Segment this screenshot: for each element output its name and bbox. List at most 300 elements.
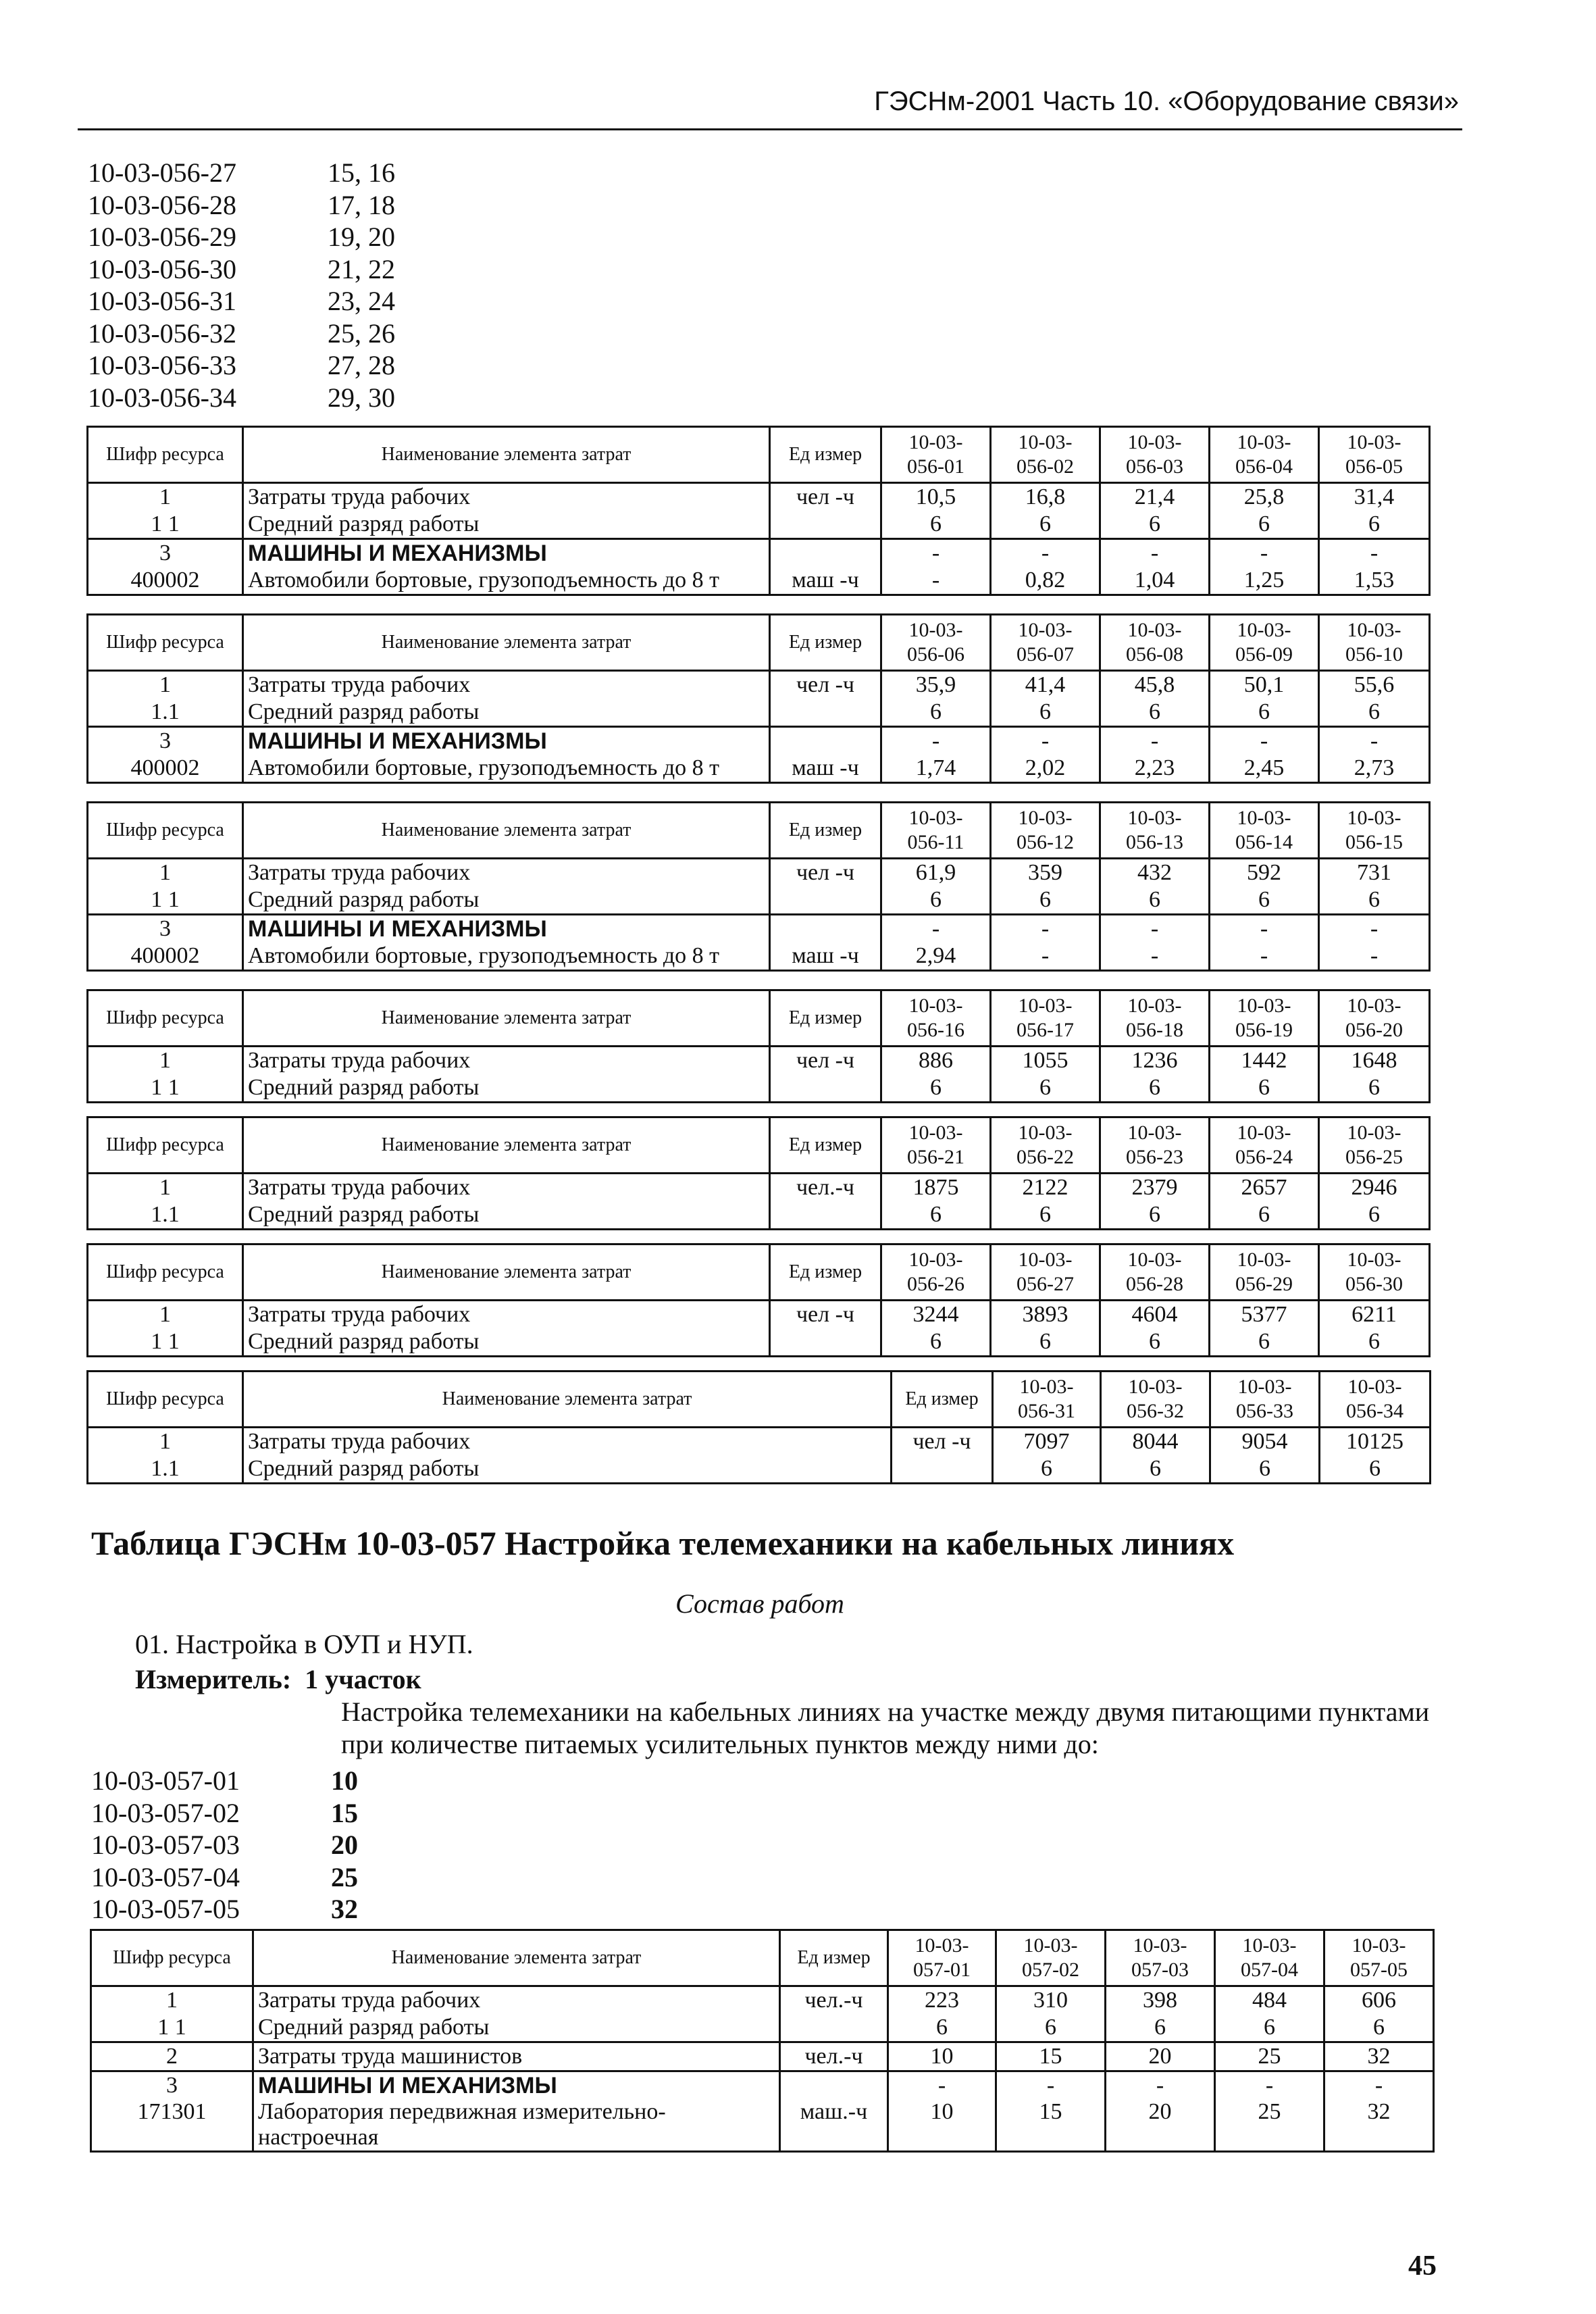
row-unit: чел.-ч — [780, 1986, 888, 2015]
row-value: 6 — [996, 2014, 1106, 2042]
header-norm-code: 10-03- 056-04 — [1210, 427, 1319, 483]
header-norm-code: 10-03- 056-23 — [1100, 1117, 1210, 1174]
header-name: Наименование элемента затрат — [243, 427, 770, 483]
section-title: Таблица ГЭСНм 10-03-057 Настройка телемеханики на кабельных линиях — [91, 1524, 1235, 1562]
row-unit: маш -ч — [770, 755, 881, 783]
row-value: 6 — [888, 2014, 996, 2042]
row-value: 10 — [888, 2099, 996, 2152]
code-list-value: 23, 24 — [328, 286, 395, 316]
row-value: 886 — [881, 1047, 991, 1075]
row-value: - — [1100, 539, 1210, 568]
row-value: 6 — [1319, 1328, 1430, 1357]
row-name: Затраты труда рабочих — [243, 671, 770, 699]
table-row — [88, 1328, 1430, 1357]
running-header: ГЭСНм-2001 Часть 10. «Оборудование связи» — [874, 86, 1459, 116]
code-list-value: 25 — [331, 1861, 358, 1892]
row-value: 1,53 — [1319, 567, 1430, 595]
row-value: 6 — [991, 1201, 1100, 1230]
code-list-code: 10-03-056-27 — [88, 157, 236, 188]
table-row — [88, 942, 1430, 971]
row-unit — [770, 886, 881, 915]
table-row — [88, 915, 1430, 943]
row-value: 25 — [1215, 2099, 1324, 2152]
header-norm-code: 10-03- 056-02 — [991, 427, 1100, 483]
row-value: 32 — [1324, 2042, 1434, 2071]
code-list-value: 27, 28 — [328, 350, 395, 380]
header-cipher: Шифр ресурса — [91, 1930, 253, 1986]
code-list-code: 10-03-056-34 — [88, 382, 236, 413]
row-value: 7097 — [993, 1428, 1101, 1456]
row-value: 6 — [1100, 1074, 1210, 1103]
row-name: Затраты труда рабочих — [243, 1174, 770, 1202]
row-name: МАШИНЫ И МЕХАНИЗМЫ — [243, 915, 770, 943]
row-name: МАШИНЫ И МЕХАНИЗМЫ — [253, 2071, 780, 2100]
row-cipher: 1 1 — [88, 886, 243, 915]
code-list-code: 10-03-057-01 — [91, 1765, 240, 1796]
row-value: 6 — [1210, 1074, 1319, 1103]
row-value: 15 — [996, 2099, 1106, 2152]
header-norm-code: 10-03- 057-01 — [888, 1930, 996, 1986]
top-code-list — [88, 157, 395, 413]
row-value: - — [1324, 2071, 1434, 2100]
row-value: 6 — [881, 1201, 991, 1230]
row-value: 32 — [1324, 2099, 1434, 2152]
row-value: - — [1210, 942, 1319, 971]
row-value: 6 — [881, 699, 991, 727]
table-row — [88, 671, 1430, 699]
row-cipher: 1 — [88, 671, 243, 699]
row-value: 20 — [1106, 2099, 1215, 2152]
code-list-value: 15 — [331, 1797, 358, 1828]
table-row — [91, 2042, 1434, 2071]
row-cipher: 1 1 — [88, 1074, 243, 1103]
header-norm-code: 10-03- 056-16 — [881, 990, 991, 1047]
row-value: 1236 — [1100, 1047, 1210, 1075]
row-value: 25 — [1215, 2042, 1324, 2071]
row-name: Средний разряд работы — [243, 511, 770, 539]
row-value: 2,23 — [1100, 755, 1210, 783]
row-value: 6 — [1106, 2014, 1215, 2042]
header-norm-code: 10-03- 056-12 — [991, 803, 1100, 859]
table-header-row — [91, 1930, 1434, 1986]
table-row — [88, 859, 1430, 887]
norm-table — [86, 426, 1431, 596]
row-value: - — [991, 915, 1100, 943]
header-norm-code: 10-03- 056-15 — [1319, 803, 1430, 859]
row-value: 35,9 — [881, 671, 991, 699]
table-row — [88, 511, 1430, 539]
row-value: - — [1319, 942, 1430, 971]
row-cipher: 3 — [88, 915, 243, 943]
table-row — [88, 483, 1430, 511]
table-row — [91, 1986, 1434, 2015]
header-norm-code: 10-03- 056-08 — [1100, 615, 1210, 671]
header-norm-code: 10-03- 056-31 — [993, 1372, 1101, 1428]
row-value: 1055 — [991, 1047, 1100, 1075]
row-value: 6 — [1215, 2014, 1324, 2042]
row-name: Средний разряд работы — [243, 1455, 892, 1484]
row-name: Затраты труда рабочих — [243, 859, 770, 887]
code-list-value: 15, 16 — [328, 157, 395, 188]
row-value: 45,8 — [1100, 671, 1210, 699]
row-value: - — [881, 567, 991, 595]
row-value: - — [1210, 539, 1319, 568]
header-norm-code: 10-03- 056-26 — [881, 1244, 991, 1301]
row-value: - — [1210, 915, 1319, 943]
table-row — [91, 2014, 1434, 2042]
header-norm-code: 10-03- 057-03 — [1106, 1930, 1215, 1986]
row-unit — [770, 915, 881, 943]
table-row — [88, 539, 1430, 568]
row-cipher: 171301 — [91, 2099, 253, 2152]
row-name: Затраты труда рабочих — [243, 483, 770, 511]
table-row — [91, 2099, 1434, 2152]
row-value: 10125 — [1320, 1428, 1431, 1456]
row-value: 6 — [881, 511, 991, 539]
row-value: 6 — [1100, 699, 1210, 727]
header-norm-code: 10-03- 056-05 — [1319, 427, 1430, 483]
header-norm-code: 10-03- 056-06 — [881, 615, 991, 671]
row-cipher: 1 — [88, 859, 243, 887]
header-norm-code: 10-03- 057-04 — [1215, 1930, 1324, 1986]
header-norm-code: 10-03- 056-27 — [991, 1244, 1100, 1301]
row-unit — [770, 1074, 881, 1103]
header-name: Наименование элемента затрат — [253, 1930, 780, 1986]
row-value: 21,4 — [1100, 483, 1210, 511]
norm-table — [90, 1929, 1435, 2153]
row-value: - — [991, 539, 1100, 568]
row-value: 15 — [996, 2042, 1106, 2071]
row-value: 6 — [1319, 1201, 1430, 1230]
row-value: 10 — [888, 2042, 996, 2071]
measure-label: Измеритель: — [135, 1664, 292, 1694]
row-value: 6 — [1210, 511, 1319, 539]
row-value: 1,74 — [881, 755, 991, 783]
header-name: Наименование элемента затрат — [243, 1372, 892, 1428]
row-value: 20 — [1106, 2042, 1215, 2071]
row-value: 606 — [1324, 1986, 1434, 2015]
section-description: Настройка телемеханики на кабельных линиях на участке между двумя питающими пунктами при количестве питаемых усилительных пунктов между ними до: — [341, 1696, 1430, 1759]
row-value: 61,9 — [881, 859, 991, 887]
code-list-row — [91, 1861, 358, 1894]
code-list-value: 32 — [331, 1894, 358, 1924]
row-cipher: 1.1 — [88, 1201, 243, 1230]
table-header-row — [88, 615, 1430, 671]
row-value: 6 — [881, 1328, 991, 1357]
row-value: 25,8 — [1210, 483, 1319, 511]
code-list-row — [91, 1765, 358, 1797]
row-unit: маш -ч — [770, 567, 881, 595]
row-value: - — [1100, 942, 1210, 971]
row-unit: чел -ч — [770, 1301, 881, 1329]
code-list-value: 10 — [331, 1765, 358, 1796]
row-value: 2,02 — [991, 755, 1100, 783]
code-list-row — [88, 253, 395, 286]
code-list-value: 19, 20 — [328, 222, 395, 252]
table-row — [88, 1174, 1430, 1202]
row-value: 398 — [1106, 1986, 1215, 2015]
row-value: 6 — [1101, 1455, 1210, 1484]
header-norm-code: 10-03- 056-24 — [1210, 1117, 1319, 1174]
table-header-row — [88, 1372, 1431, 1428]
row-value: 6 — [1210, 886, 1319, 915]
header-name: Наименование элемента затрат — [243, 615, 770, 671]
header-norm-code: 10-03- 056-29 — [1210, 1244, 1319, 1301]
row-name: Средний разряд работы — [243, 1074, 770, 1103]
row-value: 359 — [991, 859, 1100, 887]
row-value: 1442 — [1210, 1047, 1319, 1075]
row-value: - — [1319, 727, 1430, 755]
row-cipher: 3 — [88, 539, 243, 568]
header-norm-code: 10-03- 056-33 — [1210, 1372, 1320, 1428]
row-value: 6 — [991, 1328, 1100, 1357]
table-row — [91, 2071, 1434, 2100]
measure-value: 1 участок — [305, 1664, 421, 1694]
code-list-code: 10-03-056-33 — [88, 350, 236, 380]
row-value: 6 — [1319, 886, 1430, 915]
row-value: - — [991, 727, 1100, 755]
row-value: 6 — [1210, 699, 1319, 727]
header-unit: Ед измер — [770, 1244, 881, 1301]
row-cipher: 2 — [91, 2042, 253, 2071]
header-unit: Ед измер — [770, 1117, 881, 1174]
row-value: - — [1100, 915, 1210, 943]
header-unit: Ед измер — [770, 615, 881, 671]
row-value: 6 — [881, 886, 991, 915]
header-norm-code: 10-03- 056-14 — [1210, 803, 1319, 859]
row-name: МАШИНЫ И МЕХАНИЗМЫ — [243, 727, 770, 755]
row-cipher: 400002 — [88, 567, 243, 595]
row-value: 41,4 — [991, 671, 1100, 699]
code-list-row — [91, 1893, 358, 1926]
row-value: 2,94 — [881, 942, 991, 971]
row-name: Автомобили бортовые, грузоподъемность до 8 т — [243, 755, 770, 783]
code-list-value: 25, 26 — [328, 318, 395, 349]
row-value: 6 — [1100, 886, 1210, 915]
code-list-code: 10-03-057-03 — [91, 1830, 240, 1860]
row-value: - — [1100, 727, 1210, 755]
row-value: 55,6 — [1319, 671, 1430, 699]
row-unit: маш.-ч — [780, 2099, 888, 2152]
row-value: 1875 — [881, 1174, 991, 1202]
row-value: 6 — [1210, 1201, 1319, 1230]
table-header-row — [88, 803, 1430, 859]
row-value: 6 — [1324, 2014, 1434, 2042]
row-value: - — [996, 2071, 1106, 2100]
header-norm-code: 10-03- 056-03 — [1100, 427, 1210, 483]
row-value: 5377 — [1210, 1301, 1319, 1329]
code-list-value: 20 — [331, 1830, 358, 1860]
code-list-value: 21, 22 — [328, 253, 395, 284]
row-unit — [770, 727, 881, 755]
row-name: Средний разряд работы — [243, 1328, 770, 1357]
row-value: 16,8 — [991, 483, 1100, 511]
row-value: 2122 — [991, 1174, 1100, 1202]
row-cipher: 3 — [91, 2071, 253, 2100]
row-unit — [770, 511, 881, 539]
row-value: 6 — [1100, 1328, 1210, 1357]
header-norm-code: 10-03- 056-13 — [1100, 803, 1210, 859]
header-norm-code: 10-03- 056-07 — [991, 615, 1100, 671]
row-value: 6 — [993, 1455, 1101, 1484]
table-header-row — [88, 1117, 1430, 1174]
row-unit — [780, 2071, 888, 2100]
row-cipher: 400002 — [88, 942, 243, 971]
header-cipher: Шифр ресурса — [88, 990, 243, 1047]
norm-table — [86, 989, 1431, 1103]
header-cipher: Шифр ресурса — [88, 803, 243, 859]
row-value: 2379 — [1100, 1174, 1210, 1202]
row-unit — [892, 1455, 993, 1484]
header-norm-code: 10-03- 057-05 — [1324, 1930, 1434, 1986]
code-list-code: 10-03-056-29 — [88, 222, 236, 252]
row-unit: чел.-ч — [780, 2042, 888, 2071]
table-header-row — [88, 990, 1430, 1047]
row-value: 6211 — [1319, 1301, 1430, 1329]
header-norm-code: 10-03- 056-18 — [1100, 990, 1210, 1047]
code-list-code: 10-03-056-31 — [88, 286, 236, 316]
row-value: 1648 — [1319, 1047, 1430, 1075]
header-norm-code: 10-03- 056-32 — [1101, 1372, 1210, 1428]
norm-table — [86, 1370, 1431, 1484]
row-unit — [780, 2014, 888, 2042]
header-norm-code: 10-03- 056-17 — [991, 990, 1100, 1047]
row-name: Лаборатория передвижная измерительно-настроечная — [253, 2099, 780, 2152]
row-name: Автомобили бортовые, грузоподъемность до 8 т — [243, 942, 770, 971]
row-name: Затраты труда рабочих — [243, 1301, 770, 1329]
row-value: 432 — [1100, 859, 1210, 887]
table-row — [88, 755, 1430, 783]
code-list-code: 10-03-057-02 — [91, 1797, 240, 1828]
row-value: 223 — [888, 1986, 996, 2015]
measure-line — [135, 1663, 421, 1695]
header-cipher: Шифр ресурса — [88, 1372, 243, 1428]
norm-table — [86, 1116, 1431, 1230]
row-unit: чел -ч — [770, 483, 881, 511]
row-cipher: 1.1 — [88, 699, 243, 727]
table-row — [88, 1301, 1430, 1329]
row-value: 1,04 — [1100, 567, 1210, 595]
header-norm-code: 10-03- 056-30 — [1319, 1244, 1430, 1301]
header-unit: Ед измер — [770, 990, 881, 1047]
row-name: Средний разряд работы — [243, 699, 770, 727]
norm-table — [86, 801, 1431, 972]
row-name: Средний разряд работы — [243, 886, 770, 915]
row-unit — [770, 1201, 881, 1230]
row-unit — [770, 539, 881, 568]
code-list-code: 10-03-056-28 — [88, 189, 236, 220]
row-unit — [770, 699, 881, 727]
header-norm-code: 10-03- 056-09 — [1210, 615, 1319, 671]
row-value: 6 — [1100, 511, 1210, 539]
row-value: 6 — [1319, 1074, 1430, 1103]
row-unit: чел -ч — [770, 1047, 881, 1075]
row-value: - — [1319, 539, 1430, 568]
row-value: 6 — [1320, 1455, 1431, 1484]
row-value: 3244 — [881, 1301, 991, 1329]
header-cipher: Шифр ресурса — [88, 1117, 243, 1174]
header-unit: Ед измер — [780, 1930, 888, 1986]
work-composition-heading: Состав работ — [675, 1588, 844, 1619]
row-unit: маш -ч — [770, 942, 881, 971]
norm-table — [86, 613, 1431, 784]
table-row — [88, 1074, 1430, 1103]
row-cipher: 400002 — [88, 755, 243, 783]
table-header-row — [88, 1244, 1430, 1301]
row-value: 8044 — [1101, 1428, 1210, 1456]
row-value: 50,1 — [1210, 671, 1319, 699]
row-value: 2657 — [1210, 1174, 1319, 1202]
row-cipher: 3 — [88, 727, 243, 755]
header-norm-code: 10-03- 056-19 — [1210, 990, 1319, 1047]
table-row — [88, 567, 1430, 595]
row-value: 6 — [1319, 511, 1430, 539]
row-cipher: 1 — [88, 1428, 243, 1456]
row-value: 6 — [1319, 699, 1430, 727]
row-value: 10,5 — [881, 483, 991, 511]
row-name: Средний разряд работы — [243, 1201, 770, 1230]
header-name: Наименование элемента затрат — [243, 990, 770, 1047]
header-norm-code: 10-03- 056-21 — [881, 1117, 991, 1174]
row-name: Затраты труда машинистов — [253, 2042, 780, 2071]
row-value: 6 — [1210, 1328, 1319, 1357]
work-step: 01. Настройка в ОУП и НУП. — [135, 1629, 473, 1659]
header-unit: Ед измер — [892, 1372, 993, 1428]
row-value: 6 — [881, 1074, 991, 1103]
table-header-row — [88, 427, 1430, 483]
row-value: 731 — [1319, 859, 1430, 887]
row-value: - — [1319, 915, 1430, 943]
code-list-value: 17, 18 — [328, 189, 395, 220]
table-row — [88, 1047, 1430, 1075]
row-value: 6 — [991, 1074, 1100, 1103]
row-value: - — [1106, 2071, 1215, 2100]
row-cipher: 1 — [88, 1047, 243, 1075]
row-cipher: 1 — [88, 1301, 243, 1329]
header-norm-code: 10-03- 056-25 — [1319, 1117, 1430, 1174]
header-norm-code: 10-03- 056-11 — [881, 803, 991, 859]
header-name: Наименование элемента затрат — [243, 1244, 770, 1301]
row-value: 6 — [1100, 1201, 1210, 1230]
row-value: - — [991, 942, 1100, 971]
header-name: Наименование элемента затрат — [243, 1117, 770, 1174]
header-unit: Ед измер — [770, 803, 881, 859]
code-list-row — [88, 382, 395, 414]
header-norm-code: 10-03- 057-02 — [996, 1930, 1106, 1986]
code-list-row — [88, 157, 395, 189]
row-unit: чел -ч — [770, 671, 881, 699]
row-value: - — [881, 727, 991, 755]
code-list-row — [88, 285, 395, 318]
table-row — [88, 1201, 1430, 1230]
header-cipher: Шифр ресурса — [88, 615, 243, 671]
row-cipher: 1 — [91, 1986, 253, 2015]
header-norm-code: 10-03- 056-01 — [881, 427, 991, 483]
row-value: 592 — [1210, 859, 1319, 887]
norm-table — [86, 1243, 1431, 1357]
row-value: 484 — [1215, 1986, 1324, 2015]
row-name: Затраты труда рабочих — [243, 1047, 770, 1075]
row-cipher: 1 — [88, 1174, 243, 1202]
header-norm-code: 10-03- 056-34 — [1320, 1372, 1431, 1428]
header-norm-code: 10-03- 056-20 — [1319, 990, 1430, 1047]
row-cipher: 1 1 — [91, 2014, 253, 2042]
row-cipher: 1 — [88, 483, 243, 511]
code-list-code: 10-03-057-04 — [91, 1861, 240, 1892]
code-list-value: 29, 30 — [328, 382, 395, 413]
row-value: - — [1210, 727, 1319, 755]
table-row — [88, 1428, 1431, 1456]
